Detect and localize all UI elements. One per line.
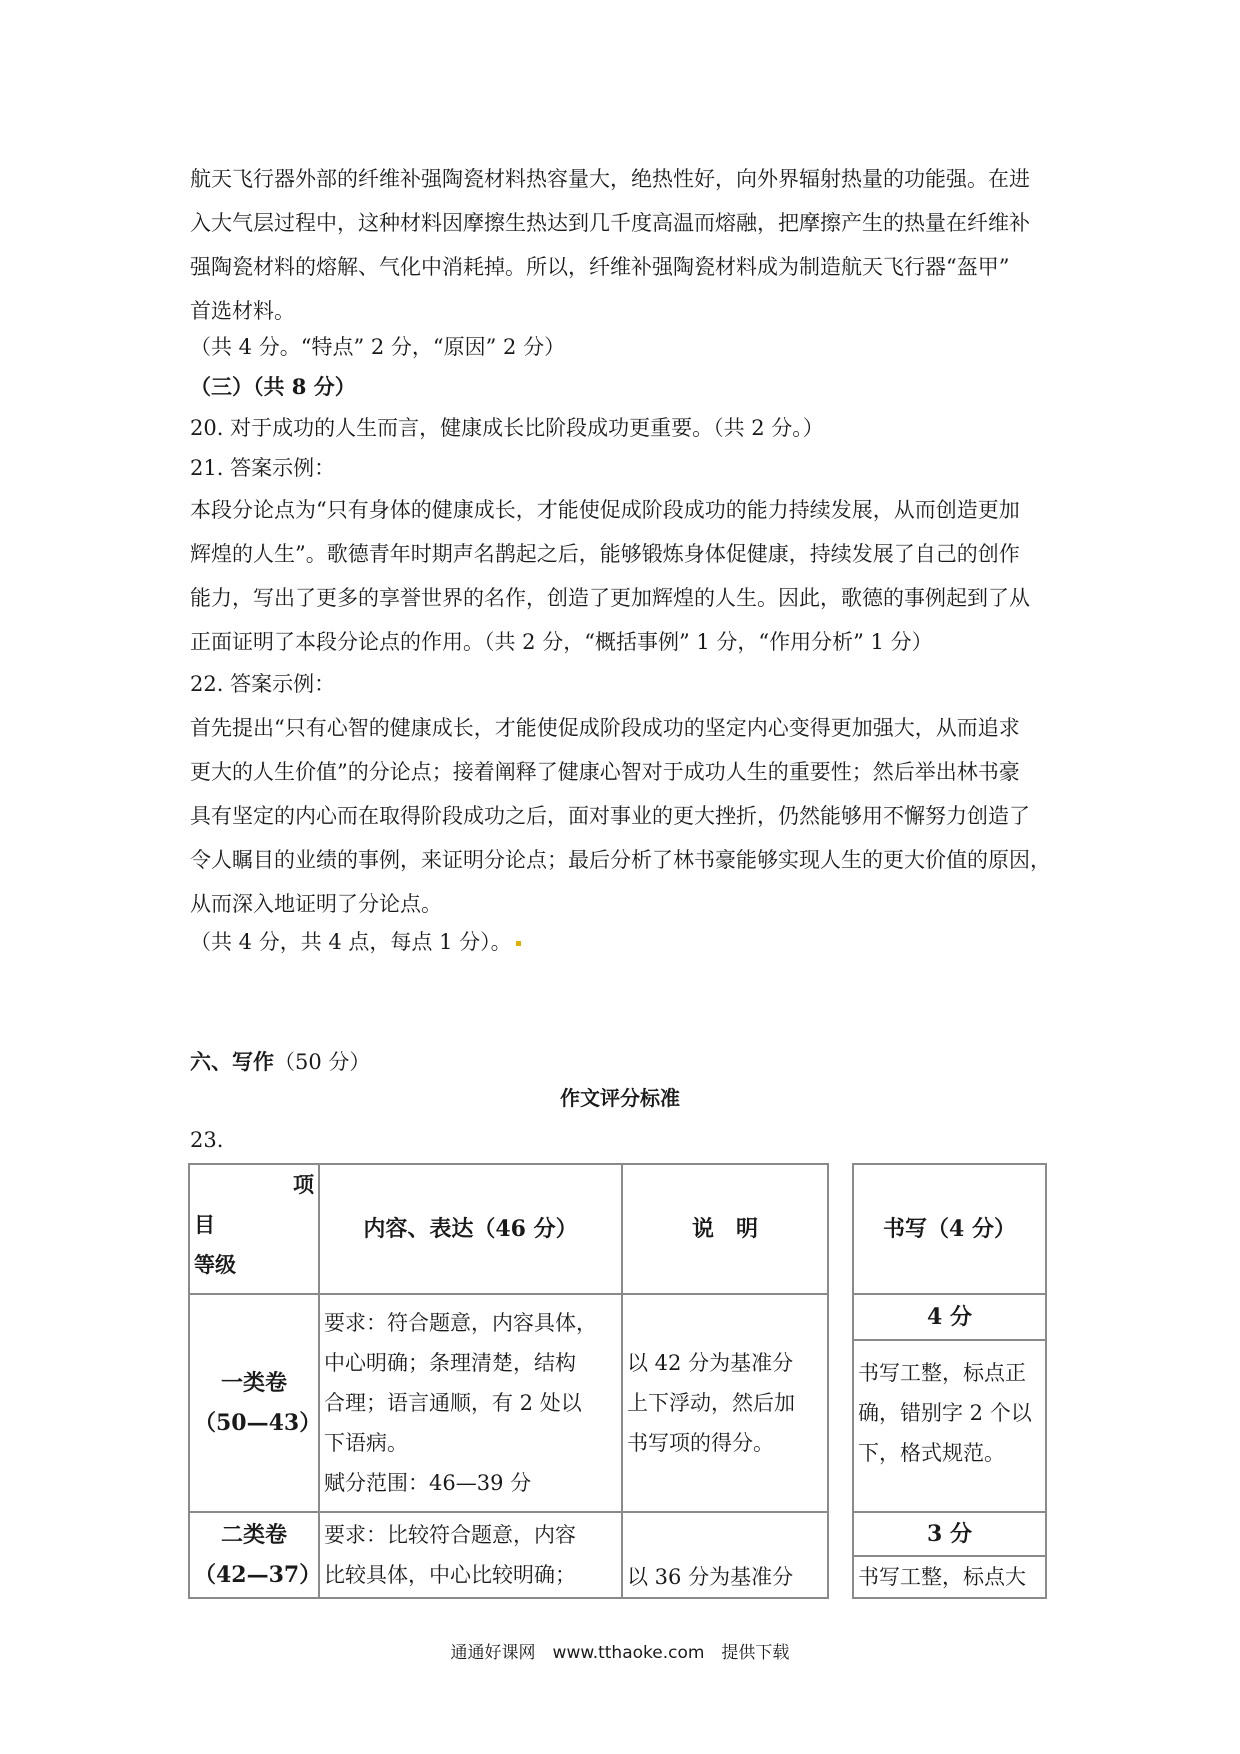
paragraph-line: 航天飞行器外部的纤维补强陶瓷材料热容量大，绝热性好，向外界辐射热量的功能强。在进 bbox=[190, 167, 1030, 191]
content-header: 内容、表达（46 分） bbox=[319, 1164, 622, 1294]
answer-22-label: 22. 答案示例： bbox=[190, 672, 336, 696]
paragraph-line: 正面证明了本段分论点的作用。（共 2 分，“概括事例” 1 分，“作用分析” 1 分） bbox=[190, 630, 933, 654]
paragraph-line: 首选材料。 bbox=[190, 299, 295, 323]
essay-grading-title: 作文评分标准 bbox=[560, 1086, 680, 1110]
paragraph-line: 具有坚定的内心而在取得阶段成功之后，面对事业的更大挫折，仍然能够用不懈努力创造了 bbox=[190, 804, 1030, 828]
yellow-dot-icon bbox=[516, 941, 521, 946]
score-note: （共 4 分，共 4 点，每点 1 分）。 bbox=[190, 920, 1070, 964]
answer-21-label: 21. 答案示例： bbox=[190, 456, 336, 480]
writing-cell: 3 分 书写工整，标点大 bbox=[853, 1512, 1046, 1598]
grading-table bbox=[188, 1163, 1047, 1599]
table-row bbox=[189, 1294, 1046, 1512]
paragraph-line: 能力，写出了更多的享誉世界的名作，创造了更加辉煌的人生。因此，歌德的事例起到了从 bbox=[190, 586, 1030, 610]
note-cell: 以 36 分为基准分 bbox=[622, 1512, 828, 1598]
paragraph-line: 首先提出“只有心智的健康成长，才能使促成阶段成功的坚定内心变得更加强大，从而追求 bbox=[190, 716, 1020, 740]
note-header: 说 明 bbox=[622, 1164, 828, 1294]
writing-cell: 4 分 书写工整，标点正 确，错别字 2 个以 下，格式规范。 bbox=[853, 1294, 1046, 1512]
level-cell: 一类卷 （50—43） bbox=[189, 1294, 319, 1512]
table-gap-column bbox=[828, 1164, 853, 1598]
note-cell: 以 42 分为基准分 上下浮动，然后加 书写项的得分。 bbox=[622, 1294, 828, 1512]
paragraph-line: 本段分论点为“只有身体的健康成长，才能使促成阶段成功的能力持续发展，从而创造更加 bbox=[190, 498, 1020, 522]
corner-cell: 项 目 等级 bbox=[189, 1164, 319, 1294]
answer-20: 20. 对于成功的人生而言，健康成长比阶段成功更重要。（共 2 分。） bbox=[190, 416, 824, 440]
table-row bbox=[189, 1512, 1046, 1598]
score-note: （共 4 分。“特点” 2 分，“原因” 2 分） bbox=[190, 335, 566, 359]
paragraph-line: 更大的人生价值”的分论点；接着阐释了健康心智对于成功人生的重要性；然后举出林书豪 bbox=[190, 760, 1020, 784]
section-three-heading: （三）（共 8 分） bbox=[190, 374, 356, 399]
paragraph-line: 令人瞩目的业绩的事例，来证明分论点；最后分析了林书豪能够实现人生的更大价值的原因， bbox=[190, 848, 1051, 872]
level-cell: 二类卷 （42—37） bbox=[189, 1512, 319, 1598]
paragraph-line: 入大气层过程中，这种材料因摩擦生热达到几千度高温而熔融，把摩擦产生的热量在纤维补 bbox=[190, 211, 1030, 235]
page-footer: 通通好课网 www.tthaoke.com 提供下载 bbox=[450, 1643, 790, 1663]
writing-header: 书写（4 分） bbox=[853, 1164, 1046, 1294]
content-cell: 要求：比较符合题意，内容 比较具体，中心比较明确； bbox=[319, 1512, 622, 1598]
paragraph-line: 从而深入地证明了分论点。 bbox=[190, 892, 442, 916]
table-header-row bbox=[189, 1164, 1046, 1294]
content-cell: 要求：符合题意，内容具体， 中心明确；条理清楚，结构 合理；语言通顺，有 2 处以 下语病。 赋分范围：46—39 分 bbox=[319, 1294, 622, 1512]
question-number: 23. bbox=[190, 1128, 224, 1152]
paragraph-line: 辉煌的人生”。歌德青年时期声名鹊起之后，能够锻炼身体促健康，持续发展了自己的创作 bbox=[190, 542, 1020, 566]
paragraph-line: 强陶瓷材料的熔解、气化中消耗掉。所以，纤维补强陶瓷材料成为制造航天飞行器“盔甲” bbox=[190, 255, 1010, 279]
section-six-heading: 六、写作（50 分） bbox=[190, 1049, 371, 1074]
